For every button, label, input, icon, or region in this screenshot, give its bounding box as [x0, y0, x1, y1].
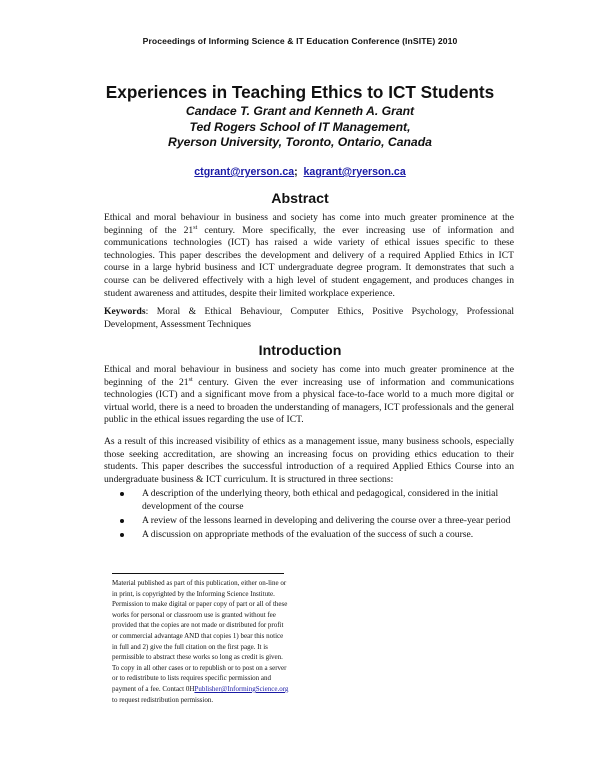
- running-head: Proceedings of Informing Science & IT Education Conference (InSITE) 2010: [142, 36, 458, 46]
- email-link-second[interactable]: kagrant@ryerson.ca: [303, 166, 406, 178]
- email-separator: ;: [294, 166, 298, 178]
- publisher-email-link[interactable]: Publisher@InformingScience.org: [194, 684, 289, 693]
- abstract-text: Ethical and moral behaviour in business and society has come into much greater prominence at the beginning of the 21st century. More specifically, the ever increasing use of information and communications technologies (ICT) has raised a wide variety of ethical issues specific to these technologies. This paper describes the development and delivery of a required Applied Ethics in ICT course in a large hybrid business and ICT undergraduate degree program. It demonstrates that such a course can be delivered effectively with a high level of student engagement, and produces changes in student awareness and attitudes, despite their limited workplace experience.: [104, 212, 514, 299]
- bullet-icon: [120, 533, 124, 537]
- list-item: A discussion on appropriate methods of the evaluation of the success of such a course.: [118, 529, 518, 542]
- abstract-heading: Abstract: [271, 191, 329, 207]
- bullet-icon: [120, 492, 124, 496]
- author-block: [0, 104, 600, 151]
- author-university: Ryerson University, Toronto, Ontario, Canada: [168, 135, 432, 150]
- introduction-heading: Introduction: [258, 343, 342, 359]
- paper-title: Experiences in Teaching Ethics to ICT Students: [105, 82, 495, 102]
- section-list: [118, 488, 518, 543]
- author-school: Ted Rogers School of IT Management,: [189, 119, 411, 134]
- keywords-label: Keywords: [104, 306, 146, 317]
- author-names: Candace T. Grant and Kenneth A. Grant: [185, 104, 415, 118]
- introduction-paragraph-1: Ethical and moral behaviour in business and society has come into much greater prominence at the beginning of the 21st century. Given the ever increasing use of information and communications technologies (ICT) and a significant move from a physical face-to-face world to a much more digital or virtual world, there is a need to broaden the understanding of managers, ICT professionals and the general public in the ethical issues regarding the use of ICT.: [104, 364, 515, 426]
- copyright-footnote: Material published as part of this publication, either on-line or in print, is copyrighted by the Informing Science Institute. Permission to make digital or paper copy of part or all of these works for personal or classroom use is granted without fee provided that the copies are not made or distributed for profit or commercial advantage AND that copies 1) bear this notice in full and 2) give the full citation on the first page. It is permissible to abstract these works so long as credit is given. To copy in all other cases or to republish or to post on a server or to redistribute to lists requires specific permission and payment of a fee. Contact 0HPublisher@InformingScience.org to request redistribution permission.: [112, 579, 289, 704]
- footnote-rule: [112, 573, 284, 574]
- list-item: A description of the underlying theory, both ethical and pedagogical, considered in the initial development of the course: [118, 488, 518, 513]
- introduction-paragraph-2: As a result of this increased visibility of ethics as a management issue, many business schools, especially those seeking accreditation, are showing an increasing focus on providing ethics education to their students. This paper describes the successful introduction of a required Applied Ethics Course into an undergraduate business & ICT curriculum. It is structured in three sections:: [104, 436, 514, 485]
- bullet-icon: [120, 519, 124, 523]
- list-item: A review of the lessons learned in developing and delivering the course over a three-year period: [118, 515, 518, 528]
- keywords-text: : Moral & Ethical Behaviour, Computer Ethics, Positive Psychology, Professional Development, Assessment Techniques: [104, 306, 514, 330]
- author-emails: [0, 166, 600, 178]
- keywords: [104, 306, 514, 331]
- email-link-first[interactable]: ctgrant@ryerson.ca: [194, 166, 295, 178]
